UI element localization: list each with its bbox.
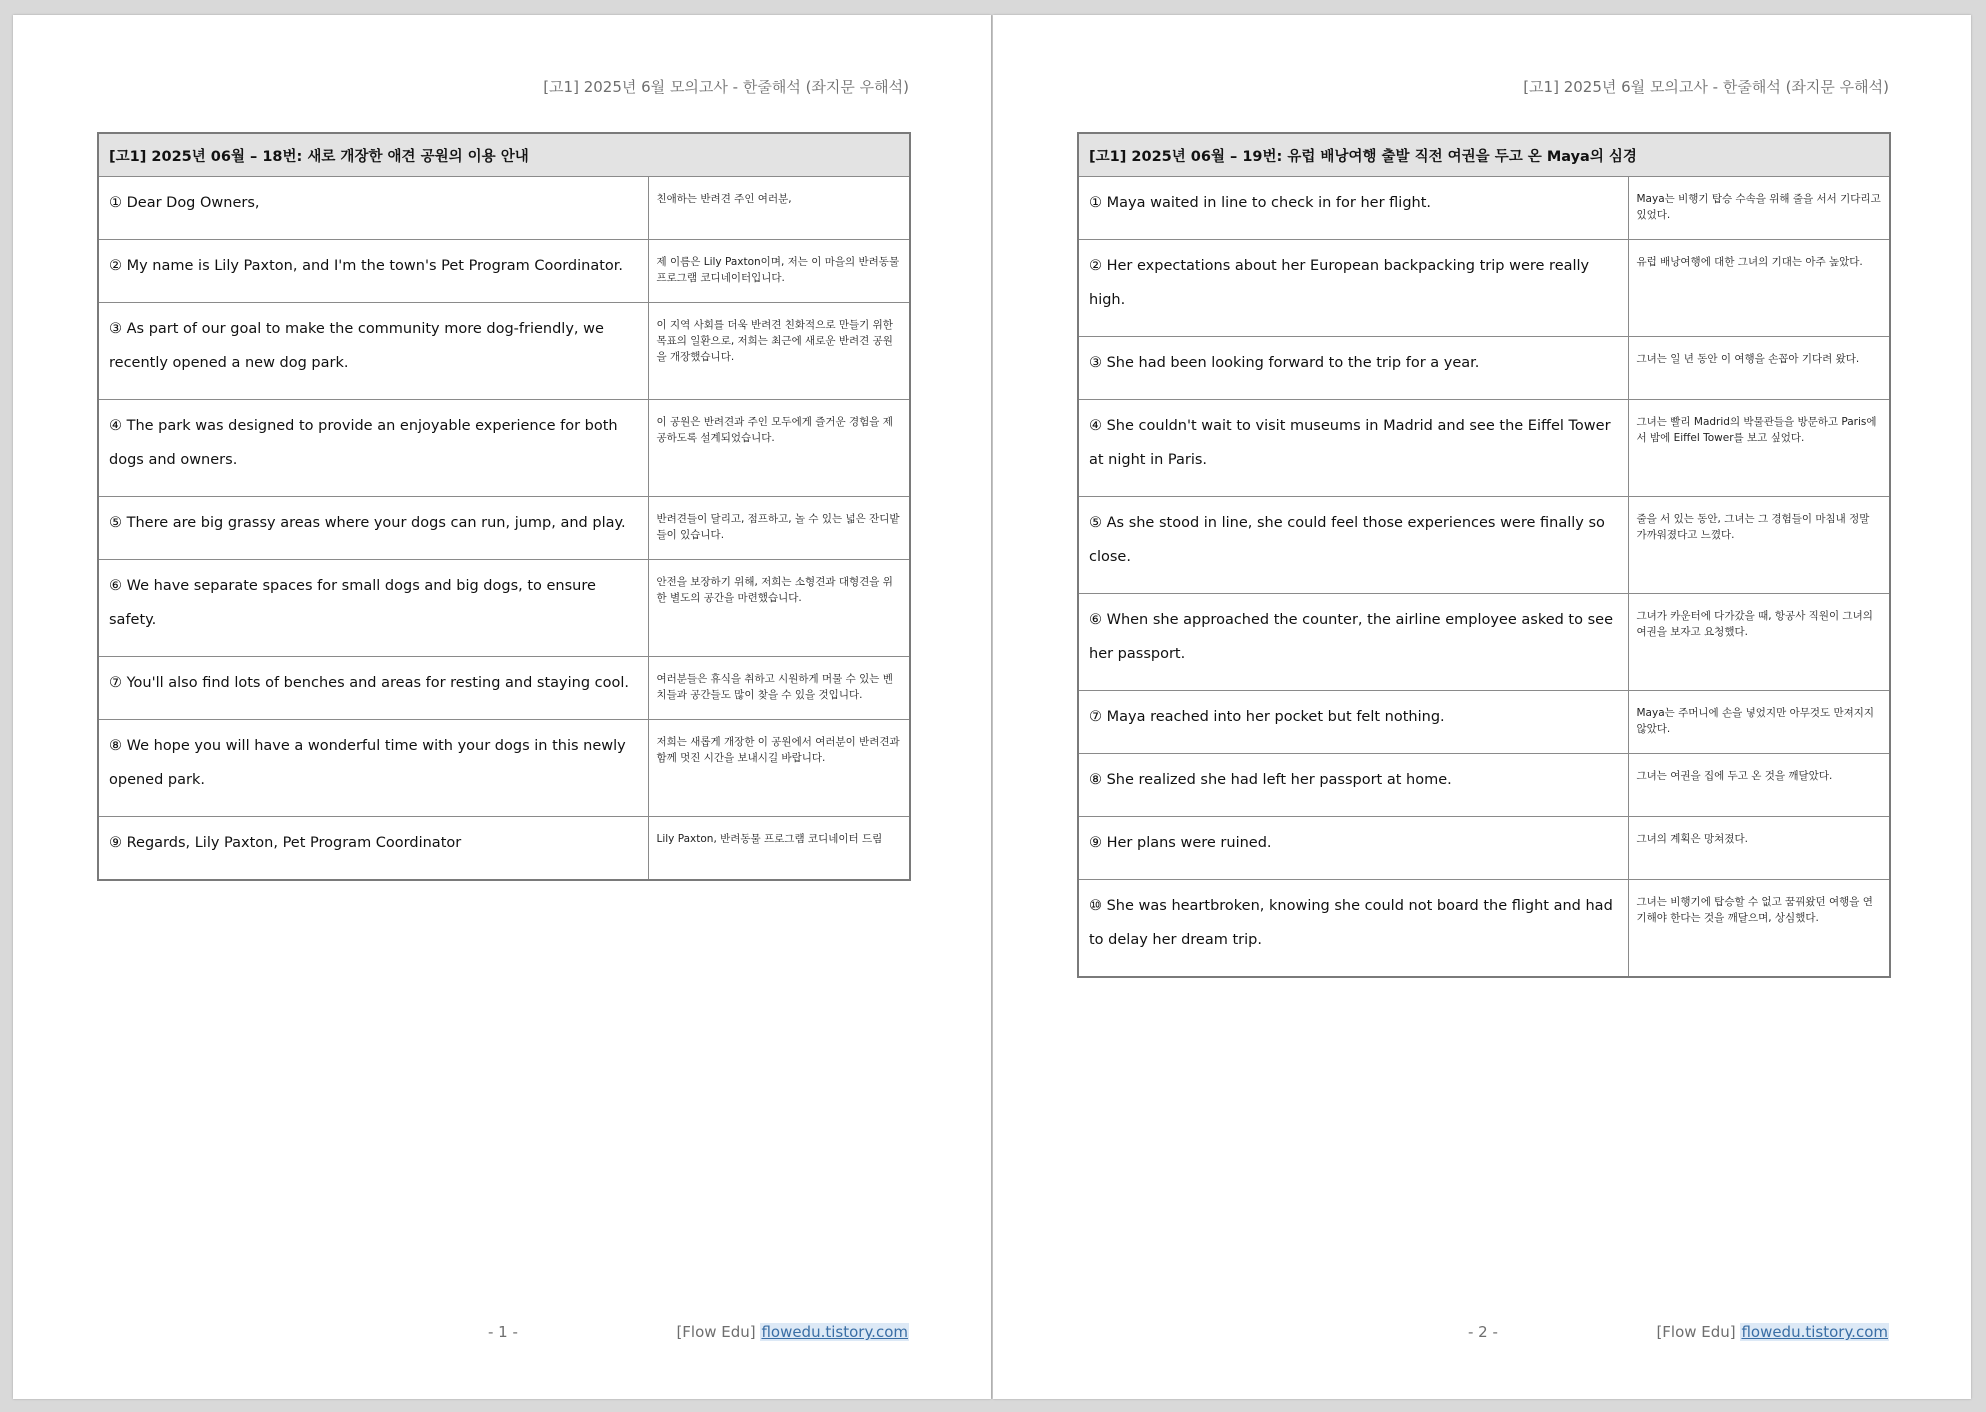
english-sentence: ② Her expectations about her European backpacking trip were really high. (1078, 240, 1628, 337)
english-sentence: ⑥ We have separate spaces for small dogs and big dogs, to ensure safety. (98, 560, 648, 657)
english-sentence: ④ She couldn't wait to visit museums in Madrid and see the Eiffel Tower at night in Paris. (1078, 400, 1628, 497)
table-row (98, 240, 910, 303)
english-sentence: ⑤ There are big grassy areas where your dogs can run, jump, and play. (98, 497, 648, 560)
table-row (1078, 177, 1890, 240)
footer-credit (676, 1323, 909, 1341)
english-sentence: ③ As part of our goal to make the community more dog-friendly, we recently opened a new dog park. (98, 303, 648, 400)
table-row (1078, 594, 1890, 691)
english-sentence: ⑩ She was heartbroken, knowing she could not board the flight and had to delay her dream trip. (1078, 880, 1628, 977)
korean-translation: 유럽 배낭여행에 대한 그녀의 기대는 아주 높았다. (1628, 240, 1890, 337)
table-row (1078, 337, 1890, 400)
korean-translation: 안전을 보장하기 위해, 저희는 소형견과 대형견을 위한 별도의 공간을 마련했습니다. (648, 560, 910, 657)
page-number: - 2 - (1468, 1323, 1498, 1341)
korean-translation: 반려견들이 달리고, 점프하고, 놀 수 있는 넓은 잔디밭들이 있습니다. (648, 497, 910, 560)
korean-translation: 제 이름은 Lily Paxton이며, 저는 이 마을의 반려동물 프로그램 코디네이터입니다. (648, 240, 910, 303)
running-header: [고1] 2025년 6월 모의고사 - 한줄해석 (좌지문 우해석) (543, 78, 909, 96)
page-number: - 1 - (488, 1323, 518, 1341)
table-row (98, 817, 910, 880)
table-row (98, 400, 910, 497)
korean-translation: Maya는 주머니에 손을 넣었지만 아무것도 만져지지 않았다. (1628, 691, 1890, 754)
english-sentence: ① Dear Dog Owners, (98, 177, 648, 240)
table-title: [고1] 2025년 06월 – 19번: 유럽 배낭여행 출발 직전 여권을 두고 온 Maya의 심경 (1078, 133, 1890, 177)
korean-translation: 줄을 서 있는 동안, 그녀는 그 경험들이 마침내 정말 가까워졌다고 느꼈다. (1628, 497, 1890, 594)
sentence-table (1077, 132, 1891, 978)
table-row (1078, 754, 1890, 817)
korean-translation: 이 공원은 반려견과 주인 모두에게 즐거운 경험을 제공하도록 설계되었습니다. (648, 400, 910, 497)
english-sentence: ⑤ As she stood in line, she could feel those experiences were finally so close. (1078, 497, 1628, 594)
english-sentence: ⑥ When she approached the counter, the airline employee asked to see her passport. (1078, 594, 1628, 691)
table-row (1078, 497, 1890, 594)
table-row (1078, 817, 1890, 880)
korean-translation: 그녀가 카운터에 다가갔을 때, 항공사 직원이 그녀의 여권을 보자고 요청했다. (1628, 594, 1890, 691)
korean-translation: 그녀는 빨리 Madrid의 박물관들을 방문하고 Paris에서 밤에 Eiffel Tower를 보고 싶었다. (1628, 400, 1890, 497)
sentence-table (97, 132, 911, 881)
table-title: [고1] 2025년 06월 – 18번: 새로 개장한 애견 공원의 이용 안내 (98, 133, 910, 177)
table-row (1078, 240, 1890, 337)
table-row (98, 560, 910, 657)
table-row (98, 497, 910, 560)
english-sentence: ⑧ We hope you will have a wonderful time with your dogs in this newly opened park. (98, 720, 648, 817)
table-row (98, 303, 910, 400)
english-sentence: ② My name is Lily Paxton, and I'm the town's Pet Program Coordinator. (98, 240, 648, 303)
korean-translation: 이 지역 사회를 더욱 반려견 친화적으로 만들기 위한 목표의 일환으로, 저희는 최근에 새로운 반려견 공원을 개장했습니다. (648, 303, 910, 400)
korean-translation: 친애하는 반려견 주인 여러분, (648, 177, 910, 240)
page-1 (13, 15, 991, 1399)
korean-translation: 그녀의 계획은 망쳐졌다. (1628, 817, 1890, 880)
footer-credit (1656, 1323, 1889, 1341)
table-row (1078, 400, 1890, 497)
table-row (98, 177, 910, 240)
table-row (98, 657, 910, 720)
korean-translation: Maya는 비행기 탑승 수속을 위해 줄을 서서 기다리고 있었다. (1628, 177, 1890, 240)
english-sentence: ③ She had been looking forward to the trip for a year. (1078, 337, 1628, 400)
english-sentence: ⑦ You'll also find lots of benches and areas for resting and staying cool. (98, 657, 648, 720)
table-row (98, 720, 910, 817)
site-link[interactable]: flowedu.tistory.com (761, 1323, 908, 1341)
site-link[interactable]: flowedu.tistory.com (1741, 1323, 1888, 1341)
korean-translation: Lily Paxton, 반려동물 프로그램 코디네이터 드림 (648, 817, 910, 880)
korean-translation: 여러분들은 휴식을 취하고 시원하게 머물 수 있는 벤치들과 공간들도 많이 찾을 수 있을 것입니다. (648, 657, 910, 720)
english-sentence: ⑨ Regards, Lily Paxton, Pet Program Coordinator (98, 817, 648, 880)
english-sentence: ⑨ Her plans were ruined. (1078, 817, 1628, 880)
korean-translation: 그녀는 비행기에 탑승할 수 없고 꿈꿔왔던 여행을 연기해야 한다는 것을 깨달으며, 상심했다. (1628, 880, 1890, 977)
footer-brand: [Flow Edu] (676, 1323, 756, 1341)
running-header: [고1] 2025년 6월 모의고사 - 한줄해석 (좌지문 우해석) (1523, 78, 1889, 96)
korean-translation: 그녀는 여권을 집에 두고 온 것을 깨달았다. (1628, 754, 1890, 817)
table-row (1078, 880, 1890, 977)
page-2 (993, 15, 1971, 1399)
english-sentence: ① Maya waited in line to check in for her flight. (1078, 177, 1628, 240)
footer-brand: [Flow Edu] (1656, 1323, 1736, 1341)
korean-translation: 저희는 새롭게 개장한 이 공원에서 여러분이 반려견과 함께 멋진 시간을 보내시길 바랍니다. (648, 720, 910, 817)
english-sentence: ⑦ Maya reached into her pocket but felt nothing. (1078, 691, 1628, 754)
english-sentence: ⑧ She realized she had left her passport at home. (1078, 754, 1628, 817)
table-row (1078, 691, 1890, 754)
english-sentence: ④ The park was designed to provide an enjoyable experience for both dogs and owners. (98, 400, 648, 497)
korean-translation: 그녀는 일 년 동안 이 여행을 손꼽아 기다려 왔다. (1628, 337, 1890, 400)
